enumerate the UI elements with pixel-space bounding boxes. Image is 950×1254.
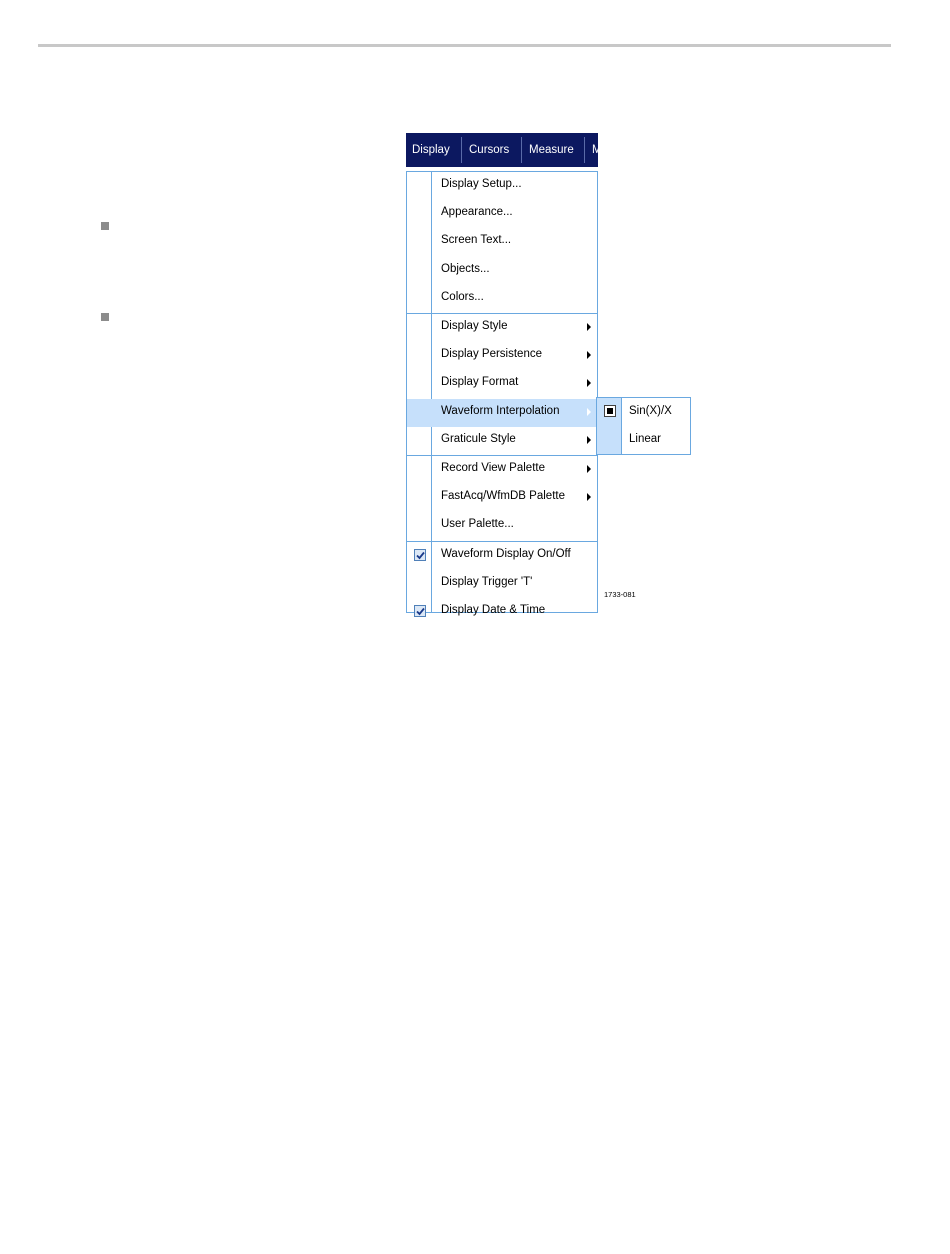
submenu-arrow-icon: [587, 379, 591, 387]
menu-item-label: Graticule Style: [441, 432, 516, 445]
menu-separator: [584, 137, 585, 163]
menu-separator: [461, 137, 462, 163]
bullet-marker: [101, 222, 109, 230]
menu-item-appearance[interactable]: [407, 200, 597, 228]
menu-item-label: Display Persistence: [441, 348, 542, 361]
submenu-arrow-icon: [587, 493, 591, 501]
submenu-arrow-icon: [587, 436, 591, 444]
menu-item-label: Display Style: [441, 320, 508, 332]
menu-item-label: Display Date & Time: [441, 604, 546, 616]
menu-item-screen-text[interactable]: [407, 228, 597, 256]
menu-item-label: User Palette...: [441, 518, 514, 531]
display-dropdown-menu: [406, 171, 598, 616]
menu-item-label: Waveform Interpolation: [441, 404, 560, 417]
selected-radio-icon: [604, 405, 616, 417]
submenu-arrow-icon: [587, 351, 591, 359]
menu-measure[interactable]: Measure: [529, 144, 574, 156]
menu-item-objects[interactable]: [407, 257, 597, 285]
menu-item-colors[interactable]: [407, 285, 597, 313]
menu-item-label: Display Setup...: [441, 178, 522, 190]
menu-more[interactable]: M: [592, 144, 602, 156]
menu-item-label: Waveform Display On/Off: [441, 547, 571, 560]
menu-item-record-view-palette[interactable]: [407, 456, 597, 484]
menu-separator: [521, 137, 522, 163]
checkmark-icon: [414, 549, 426, 561]
menu-item-label: Record View Palette: [441, 462, 545, 474]
menu-item-display-date-time[interactable]: [407, 598, 597, 626]
menu-item-display-format[interactable]: [407, 370, 597, 398]
menu-item-label: Display Format: [441, 376, 519, 389]
menu-display[interactable]: Display: [412, 144, 450, 156]
menu-item-label: FastAcq/WfmDB Palette: [441, 490, 565, 503]
menu-item-fastacq-wfmdb-palette[interactable]: [407, 484, 597, 512]
submenu-arrow-icon: [587, 323, 591, 331]
checkmark-icon: [414, 605, 426, 617]
submenu-arrow-icon: [587, 408, 591, 416]
menu-item-display-style[interactable]: [407, 314, 597, 342]
bullet-marker: [101, 313, 109, 321]
menu-item-label: Appearance...: [441, 206, 513, 219]
page-top-rule: [38, 44, 891, 47]
menu-item-label: Display Trigger 'T': [441, 575, 533, 588]
menu-item-graticule-style[interactable]: [407, 427, 597, 455]
menu-item-waveform-interpolation[interactable]: [407, 399, 597, 427]
waveform-interpolation-submenu: [596, 397, 691, 455]
menu-bar: [406, 133, 602, 167]
display-menu-screenshot: [406, 133, 690, 616]
menu-item-user-palette[interactable]: [407, 512, 597, 540]
menu-item-label: Colors...: [441, 290, 484, 303]
menu-item-label: Objects...: [441, 262, 490, 275]
menu-item-display-persistence[interactable]: [407, 342, 597, 370]
submenu-item-linear[interactable]: Linear: [629, 433, 661, 445]
figure-id: 1733-081: [604, 590, 636, 599]
menu-item-waveform-display-on-off[interactable]: [407, 542, 597, 570]
submenu-arrow-icon: [587, 465, 591, 473]
menu-cursors[interactable]: Cursors: [469, 144, 510, 156]
menu-item-label: Screen Text...: [441, 234, 512, 247]
menu-item-display-setup[interactable]: [407, 172, 597, 200]
menu-item-display-trigger-t[interactable]: [407, 570, 597, 598]
submenu-item-sin-x-x[interactable]: Sin(X)/X: [629, 405, 672, 417]
